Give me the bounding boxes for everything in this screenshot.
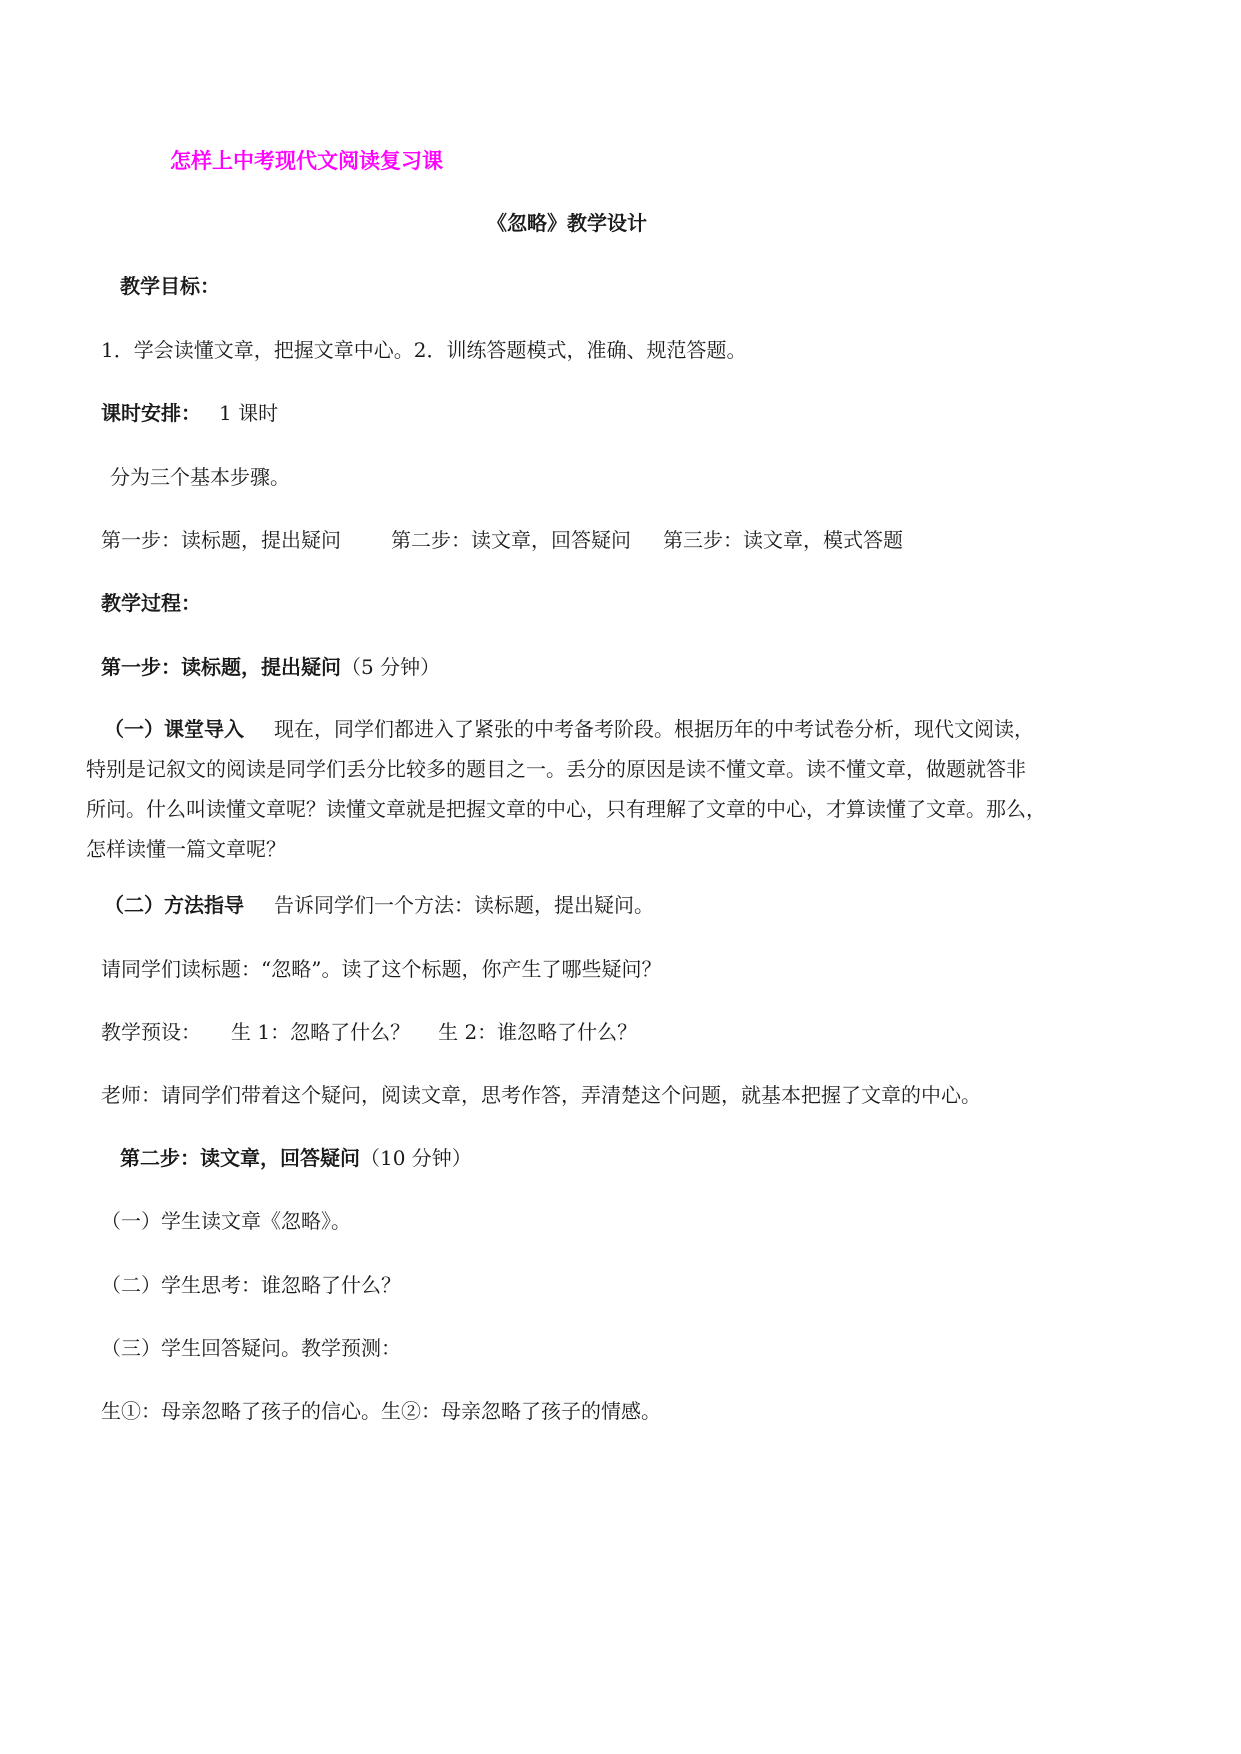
schedule-value: 1 课时 xyxy=(219,401,279,425)
preset-line xyxy=(101,1018,637,1046)
intro-first-line xyxy=(86,709,1046,749)
method-line xyxy=(104,891,654,919)
schedule-line xyxy=(101,399,278,427)
method-label: （二）方法指导 xyxy=(104,893,244,917)
intro-line: 现在，同学们都进入了紧张的中考备考阶段。根据历年的中考试卷分析，现代文阅读， xyxy=(274,717,1034,741)
step-overview-item: 第二步：读文章，回答疑问 xyxy=(391,528,631,552)
step-overview xyxy=(101,526,903,554)
step1-heading: 第一步：读标题，提出疑问 xyxy=(101,655,341,679)
answer-line: 生①：母亲忽略了孩子的信心。生②：母亲忽略了孩子的情感。 xyxy=(101,1399,661,1423)
goal-heading: 教学目标： xyxy=(120,274,220,298)
preset-s2: 生 2：谁忽略了什么？ xyxy=(438,1020,638,1044)
intro-label: （一）课堂导入 xyxy=(104,717,244,741)
intro-paragraph xyxy=(86,709,1046,869)
preset-label: 教学预设： xyxy=(101,1020,201,1044)
step2-item: （一）学生读文章《忽略》。 xyxy=(101,1209,351,1233)
teacher-line: 老师：请同学们带着这个疑问，阅读文章，思考作答，弄清楚这个问题，就基本把握了文章的中心。 xyxy=(101,1083,981,1107)
intro-line: 怎样读懂一篇文章呢？ xyxy=(86,837,286,861)
intro-line: 所问。什么叫读懂文章呢？读懂文章就是把握文章的中心，只有理解了文章的中心，才算读懂了文章。那么， xyxy=(86,797,1046,821)
step2-heading: 第二步：读文章，回答疑问 xyxy=(120,1146,360,1170)
process-heading: 教学过程： xyxy=(101,591,201,615)
method-text: 告诉同学们一个方法：读标题，提出疑问。 xyxy=(274,893,654,917)
ask-line: 请同学们读标题：“忽略”。读了这个标题，你产生了哪些疑问？ xyxy=(101,957,662,981)
step1-time: （5 分钟） xyxy=(341,655,441,679)
schedule-label: 课时安排： xyxy=(101,401,201,425)
step1-heading-line xyxy=(101,653,440,681)
step-overview-item: 第一步：读标题，提出疑问 xyxy=(101,528,341,552)
step2-heading-line xyxy=(120,1144,472,1172)
step-overview-item: 第三步：读文章，模式答题 xyxy=(663,528,903,552)
step2-time: （10 分钟） xyxy=(360,1146,472,1170)
step2-item: （二）学生思考：谁忽略了什么？ xyxy=(101,1273,401,1297)
goals-text: 1．学会读懂文章，把握文章中心。2．训练答题模式，准确、规范答题。 xyxy=(101,338,747,362)
preset-s1: 生 1：忽略了什么？ xyxy=(231,1020,411,1044)
intro-line: 特别是记叙文的阅读是同学们丢分比较多的题目之一。丢分的原因是读不懂文章。读不懂文章，做题就答非 xyxy=(86,757,1026,781)
document-title: 怎样上中考现代文阅读复习课 xyxy=(170,149,443,173)
steps-intro: 分为三个基本步骤。 xyxy=(110,465,290,489)
document-subtitle: 《忽略》教学设计 xyxy=(487,211,647,235)
step2-item: （三）学生回答疑问。教学预测： xyxy=(101,1336,401,1360)
